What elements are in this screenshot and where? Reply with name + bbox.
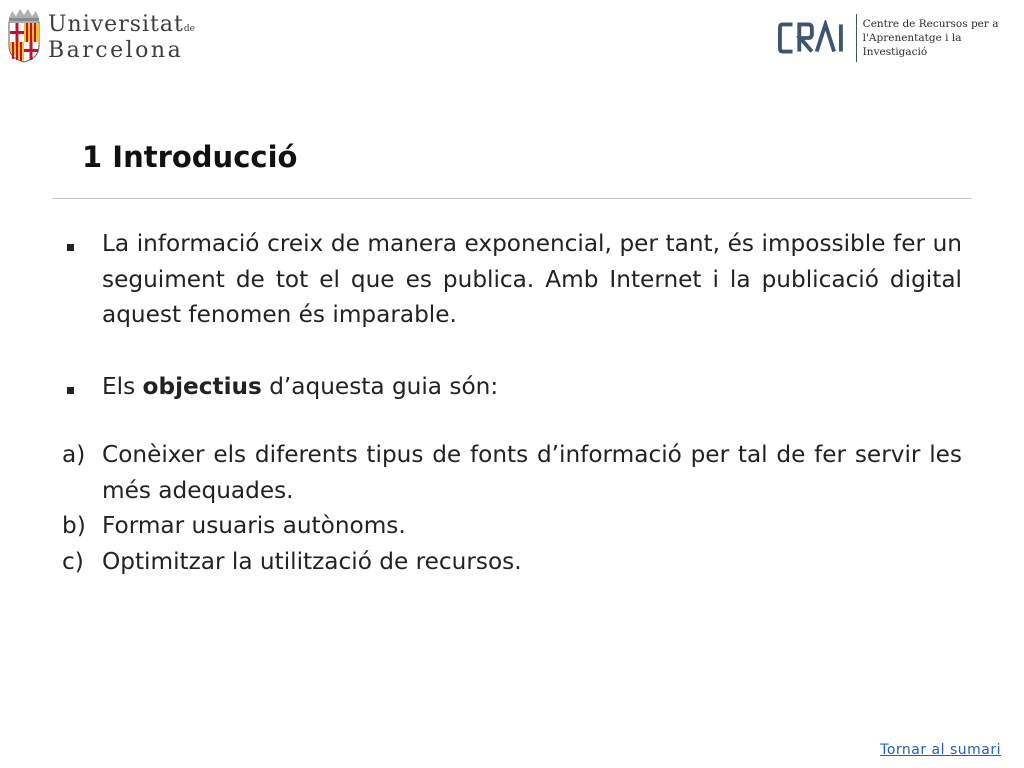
bullet-text: La informació creix de manera exponencial, per tant, és impossible fer un seguiment de tot el que es publica. Amb Internet i la publicació digital aquest fenomen és imparable. [102, 230, 962, 328]
ub-logo-line1: Universitat [48, 12, 184, 37]
back-to-summary-link[interactable]: Tornar al sumari [880, 742, 1001, 758]
ub-seal-icon [6, 8, 42, 64]
list-item-text: Optimitzar la utilització de recursos. [102, 547, 522, 575]
list-item [62, 437, 962, 508]
page-title: 1 Introducció [82, 140, 298, 174]
bullet-text [102, 369, 962, 405]
list-marker: c) [62, 547, 84, 575]
objectives-pre: Els [102, 372, 143, 400]
content-body [62, 226, 962, 579]
list-item [62, 508, 962, 544]
university-barcelona-logo [6, 8, 195, 66]
list-item [62, 544, 962, 580]
objectives-bold: objectius [142, 372, 262, 400]
crai-logo-line2: l'Aprenentatge i la Investigació [862, 32, 962, 58]
square-bullet-icon [67, 244, 74, 251]
list-item-text: Conèixer els diferents tipus de fonts d’informació per tal de fer servir les més adequades. [102, 441, 962, 504]
bullet-item [62, 226, 962, 333]
bullet-item [62, 369, 962, 405]
title-divider [52, 198, 972, 199]
crai-logo-line1: Centre de Recursos per a [862, 18, 999, 30]
ub-logo-de: de [183, 24, 195, 34]
crai-mark-icon [778, 20, 848, 56]
crai-divider [856, 14, 857, 62]
objectives-post: d’aquesta guia són: [261, 372, 499, 400]
list-marker: b) [62, 512, 86, 539]
square-bullet-icon [67, 387, 74, 394]
list-marker: a) [62, 441, 86, 468]
ub-logo-line2: Barcelona [48, 38, 184, 63]
crai-logo [778, 12, 1024, 64]
list-item-text: Formar usuaris autònoms. [102, 512, 406, 539]
